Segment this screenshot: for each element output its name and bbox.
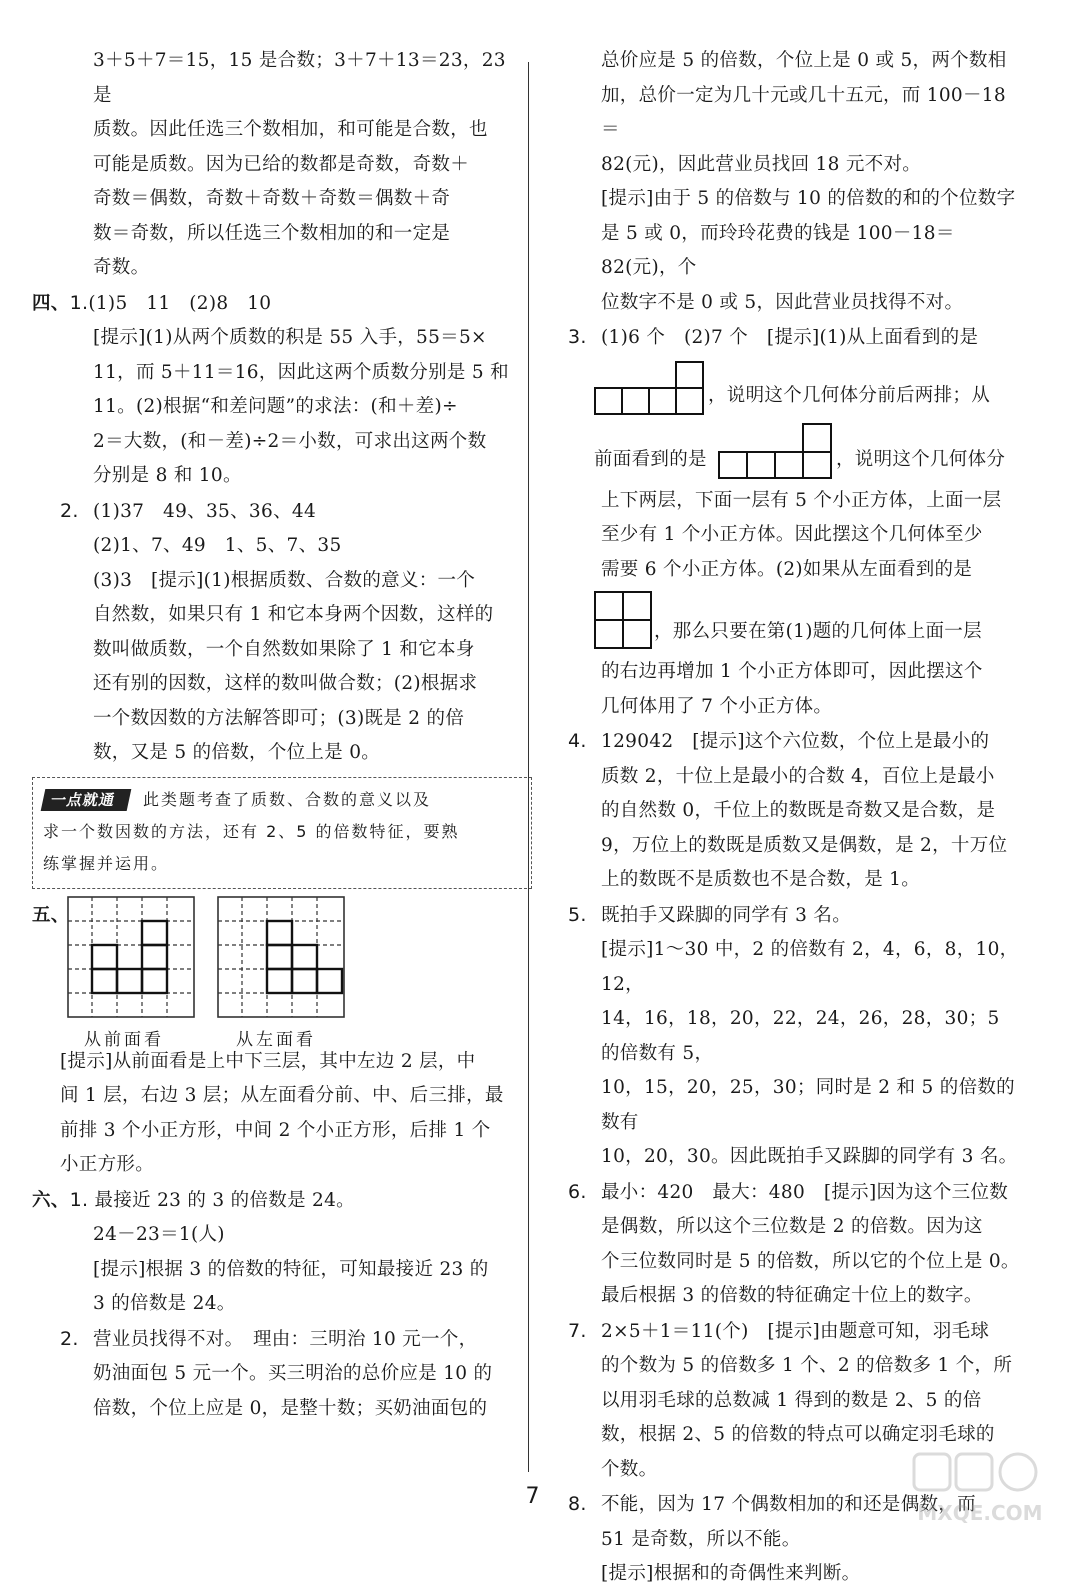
question-number: 2.: [60, 1327, 79, 1350]
question-number: 1.: [69, 291, 89, 314]
answer-line: 数叫做质数，一个自然数如果除了 1 和它本身: [93, 638, 475, 660]
answer-line: 个三位数同时是 5 的倍数，所以它的个位上是 0。: [601, 1250, 1020, 1272]
q-line: [568, 1175, 1023, 1211]
left-view-grid: [216, 895, 348, 1020]
text-line: 质数。因此任选三个数相加，和可能是合数，也: [93, 119, 488, 140]
section-five-figures: [32, 895, 515, 1050]
answer: 既拍手又跺脚的同学有 3 名。: [601, 904, 852, 926]
tip-text: 练掌握并运用。: [43, 853, 170, 873]
hint-line: 前排 3 个小正方形，中间 2 个小正方形，后排 1 个: [60, 1119, 491, 1141]
answer-line: 以用羽毛球的总数减 1 得到的数是 2、5 的倍: [601, 1389, 982, 1411]
answer: 不能，因为 17 个偶数相加的和还是偶数，而: [601, 1494, 976, 1515]
q-line: [568, 320, 1023, 356]
answer-line: 51 是奇数，所以不能。: [601, 1528, 801, 1550]
text-line: 数＝奇数，所以任选三个数相加的和一定是: [93, 222, 451, 244]
hint-line: [提示]从前面看是上中下三层，其中左边 2 层，中: [60, 1050, 476, 1072]
answer-line: (2)1、7、49 1、5、7、35: [93, 535, 342, 556]
answer: (1)5 11 (2)8 10: [88, 292, 272, 314]
figure-caption: 从左面看: [236, 1029, 316, 1050]
section-label: 六、: [32, 1189, 70, 1211]
hint-line: [提示]根据 3 的倍数的特征，可知最接近 23 的: [93, 1258, 489, 1280]
text-line: 加，总价一定为几十元或几十五元，而 100－18＝: [601, 84, 1006, 140]
answer-line: 上的数既不是质数也不是合数，是 1。: [601, 869, 921, 890]
figure-caption: 从前面看: [84, 1029, 164, 1050]
text-line: 可能是质数。因为已给的数都是奇数，奇数＋: [93, 153, 470, 175]
right-column: [568, 44, 1023, 1592]
answer-line: 的自然数 0，千位上的数既是奇数又是合数，是: [601, 800, 996, 821]
answer-line: 还有别的因数，这样的数叫做合数；(2)根据求: [93, 673, 478, 694]
answer-line: 是偶数，所以这个三位数是 2 的倍数。因为这: [601, 1216, 983, 1237]
section-six-q1: [32, 1183, 515, 1219]
answer-line: 倍数，个位上应是 0，是整十数；买奶油面包的: [93, 1397, 488, 1419]
q-line: [568, 724, 1023, 760]
figure-text: ，那么只要在第(1)题的几何体上面一层: [654, 620, 982, 642]
hint-line: 3 的倍数是 24。: [93, 1293, 236, 1314]
answer: (1)6 个 (2)7 个 [提示](1)从上面看到的是: [601, 327, 979, 348]
answer-line: 个数。: [601, 1458, 658, 1480]
hint-line: 10，20，30。因此既拍手又跺脚的同学有 3 名。: [601, 1146, 1018, 1167]
top-view-figure: [594, 360, 706, 416]
answer-line: 奶油面包 5 元一个。买三明治的总价应是 10 的: [93, 1363, 493, 1384]
answer-line: 24－23＝1(人): [93, 1224, 225, 1245]
answer: 129042 [提示]这个六位数，个位上是最小的: [601, 731, 990, 752]
q-line: [60, 1322, 515, 1358]
tip-text: 求一个数因数的方法，还有 2、5 的倍数特征，要熟: [43, 821, 460, 841]
left-view-line: [568, 587, 1023, 655]
answer-line: 的右边再增加 1 个小正方体即可，因此摆这个: [601, 661, 983, 682]
front-view-grid: [66, 895, 198, 1020]
answer-line: 9，万位上的数既是质数又是偶数，是 2，十万位: [601, 834, 1008, 856]
figure-text: ，说明这个几何体分前后两排；从: [708, 385, 991, 406]
hint-line: 10，15，20，25，30；同时是 2 和 5 的倍数的数有: [601, 1077, 1015, 1133]
hint-line: [提示](1)从两个质数的积是 55 入手，55＝5×: [93, 327, 487, 348]
question-number: 4.: [568, 730, 587, 752]
text-line: 3＋5＋7＝15，15 是合数；3＋7＋13＝23，23 是: [93, 50, 506, 106]
question-number: 5.: [568, 903, 587, 926]
q-line: [568, 1314, 1023, 1350]
tip-box: [32, 777, 532, 889]
question-number: 1.: [69, 1188, 89, 1211]
hint-line: 小正方形。: [60, 1154, 155, 1175]
svg-text:MXQE.COM: MXQE.COM: [917, 1501, 1043, 1525]
question-number: 3.: [568, 326, 587, 348]
hint-line: 是 5 或 0，而玲玲花费的钱是 100－18＝82(元)，个: [601, 222, 955, 278]
answer-line: 最后根据 3 的倍数的特征确定十位上的数字。: [601, 1285, 983, 1306]
section-label: 五、: [32, 904, 70, 926]
left-view-small-figure: [594, 591, 654, 651]
answer-line: 的个数为 5 的倍数多 1 个、2 的倍数多 1 个，所: [601, 1355, 1013, 1376]
section-label: 四、: [32, 292, 70, 314]
left-view-figure: [216, 895, 348, 1020]
text-line: 奇数。: [93, 257, 150, 278]
answer: (1)37 49、35、36、44: [93, 500, 317, 522]
column-divider: [528, 62, 529, 1472]
answer: 最接近 23 的 3 的倍数是 24。: [94, 1189, 355, 1211]
watermark-logo: [910, 1448, 1050, 1528]
hint-line: 2＝大数，(和－差)÷2＝小数，可求出这两个数: [93, 430, 487, 452]
answer-line: 一个数因数的方法解答即可；(3)既是 2 的倍: [93, 707, 465, 729]
question-number: 2.: [60, 499, 79, 522]
hint-line: 14，16，18，20，22，24，26，28，30；5 的倍数有 5，: [601, 1008, 1000, 1064]
tip-text: 此类题考查了质数、合数的意义以及: [143, 789, 432, 809]
text-line: 奇数＝偶数，奇数＋奇数＋奇数＝偶数＋奇: [93, 188, 451, 209]
answer-line: 几何体用了 7 个小正方体。: [601, 695, 833, 717]
answer-line: 自然数，如果只有 1 和它本身两个因数，这样的: [93, 604, 494, 625]
question-number: 6.: [568, 1180, 587, 1203]
answer: 营业员找得不对。 理由：三明治 10 元一个，: [93, 1328, 478, 1350]
answer-line: 数，又是 5 的倍数，个位上是 0。: [93, 742, 381, 763]
hint-line: 11。(2)根据“和差问题”的求法：(和＋差)÷: [93, 396, 458, 417]
answer-line: 上下两层，下面一层有 5 个小正方体，上面一层: [601, 489, 1002, 511]
q2-line: [60, 494, 515, 530]
figure-text: 前面看到的是: [594, 449, 707, 470]
front-view-line: [568, 420, 1023, 484]
front-view-figure: [66, 895, 198, 1020]
tip-badge: 一点就通: [41, 789, 132, 811]
answer-line: 质数 2，十位上是最小的合数 4，百位上是最小: [601, 765, 995, 787]
page-number: 7: [525, 1484, 540, 1509]
front-view-small-figure: [718, 422, 836, 480]
answer-line: 需要 6 个小正方体。(2)如果从左面看到的是: [601, 558, 973, 580]
figure-text: ，说明这个几何体分: [836, 449, 1006, 470]
watermark-icon: [910, 1448, 1050, 1528]
answer-line: 至少有 1 个小正方体。因此摆这个几何体至少: [601, 524, 983, 545]
hint-line: [提示]根据和的奇偶性来判断。: [601, 1563, 861, 1584]
section-four-q1: [32, 286, 515, 322]
answer-line: (3)3 [提示](1)根据质数、合数的意义：一个: [93, 569, 476, 591]
hint-line: 分别是 8 和 10。: [93, 465, 242, 486]
left-column: [32, 44, 515, 1426]
top-view-line: [568, 356, 1023, 420]
hint-line: [提示]1～30 中，2 的倍数有 2，4，6，8，10，12，: [601, 939, 1019, 995]
answer: 2×5＋1＝11(个) [提示]由题意可知，羽毛球: [601, 1320, 990, 1342]
question-number: 7.: [568, 1319, 587, 1342]
hint-line: 位数字不是 0 或 5，因此营业员找得不对。: [601, 291, 964, 313]
hint-line: 11，而 5＋11＝16，因此这两个质数分别是 5 和: [93, 361, 509, 383]
q-line: [568, 898, 1023, 934]
answer: 最小：420 最大：480 [提示]因为这个三位数: [601, 1181, 1009, 1203]
hint-line: 间 1 层，右边 3 层；从左面看分前、中、后三排，最: [60, 1085, 504, 1106]
text-line: 82(元)，因此营业员找回 18 元不对。: [601, 153, 922, 175]
text-line: 总价应是 5 的倍数，个位上是 0 或 5，两个数相: [601, 50, 1007, 71]
answer-line: 数，根据 2、5 的倍数的特点可以确定羽毛球的: [601, 1424, 995, 1445]
hint-line: [提示]由于 5 的倍数与 10 的倍数的和的个位数字: [601, 188, 1016, 209]
question-number: 8.: [568, 1493, 587, 1515]
